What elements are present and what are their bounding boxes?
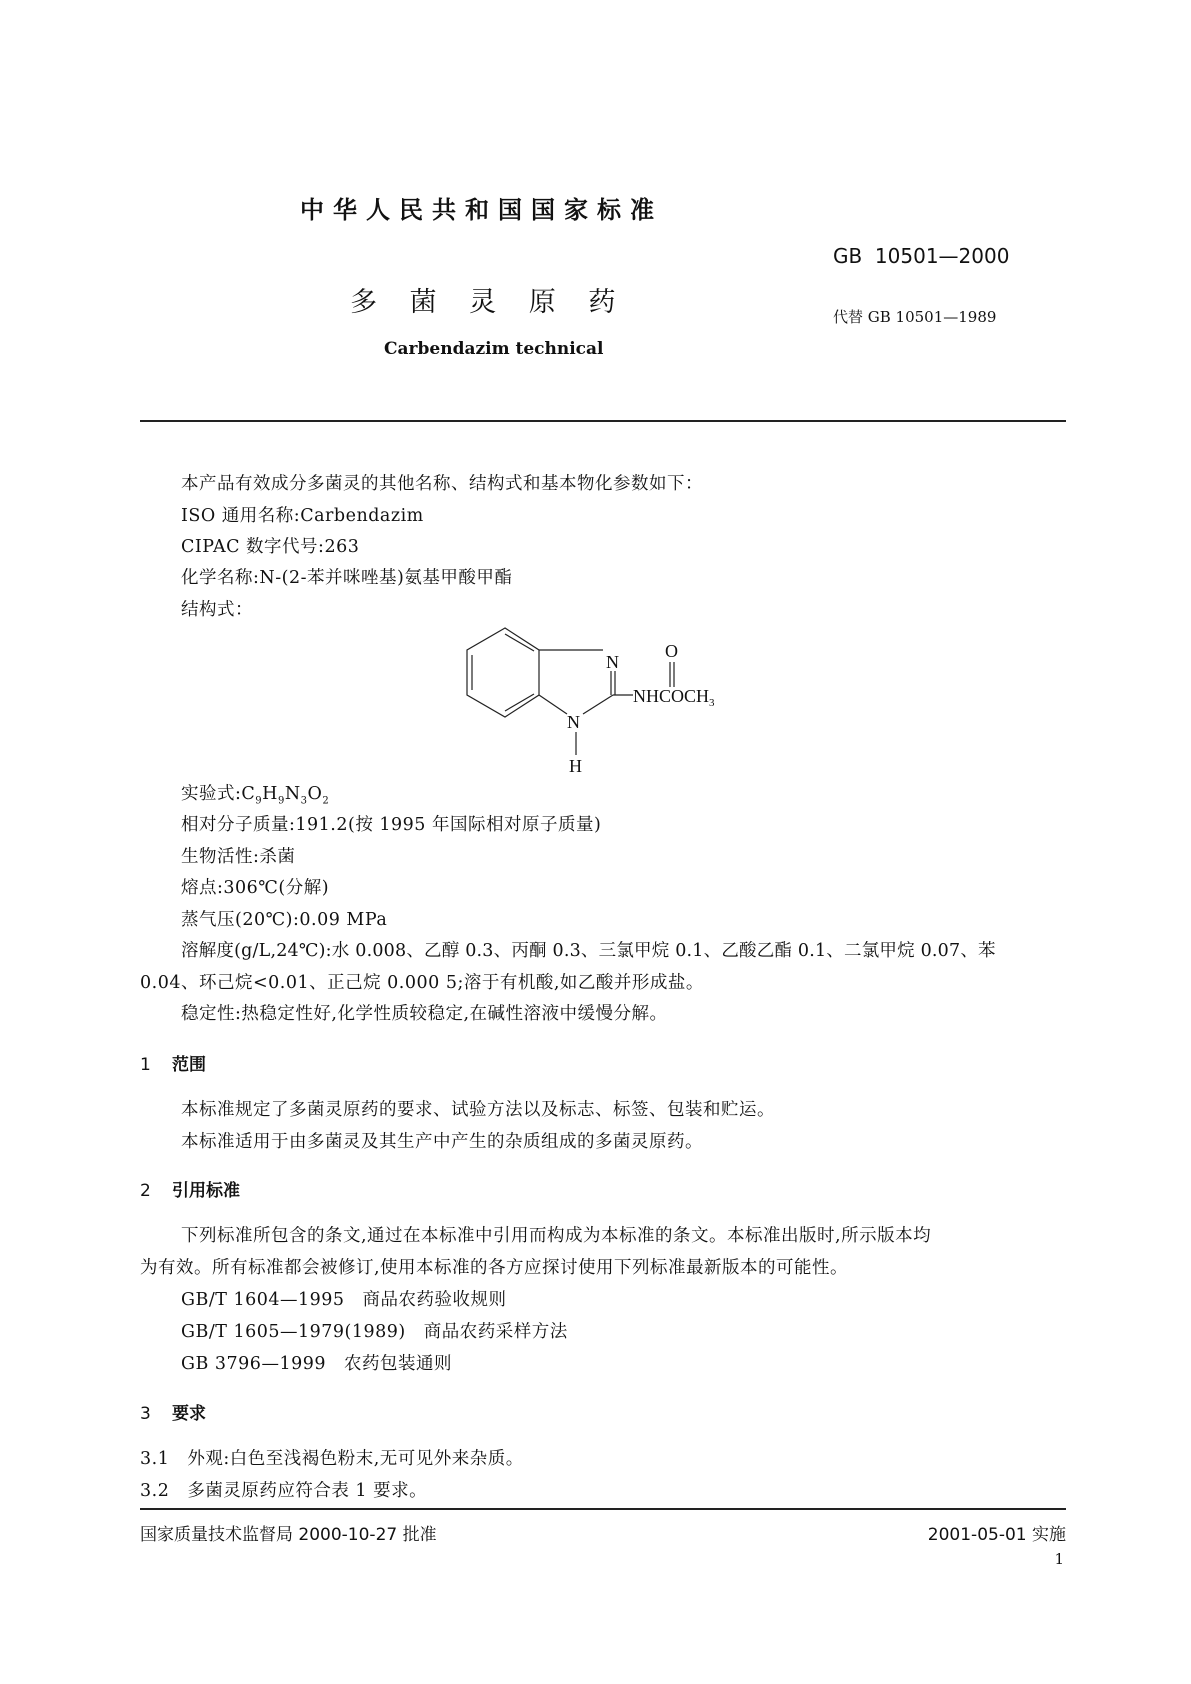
replaces-standard: 代替 GB 10501—1989 <box>833 308 997 326</box>
side-chain: $NHCOCH_3$ <box>633 686 715 709</box>
empirical-formula: 实验式$:C_9H_9N_3O_2$ <box>181 784 330 807</box>
vapor-pressure: 蒸气压(20℃):0.09 MPa <box>181 910 388 930</box>
section-1-para: 本标准规定了多菌灵原药的要求、试验方法以及标志、标签、包装和贮运。 <box>181 1100 775 1120</box>
intro-lead: 本产品有效成分多菌灵的其他名称、结构式和基本物化参数如下： <box>181 474 703 494</box>
solubility-line-2: 0.04、环己烷<0.01、正己烷 0.000 5;溶于有机酸,如乙酸并形成盐。 <box>140 973 704 993</box>
standard-number: GB 10501—2000 <box>833 244 1010 268</box>
section-2-para: 为有效。所有标准都会被修订,使用本标准的各方应探讨使用下列标准最新版本的可能性。 <box>140 1258 849 1278</box>
english-title: Carbendazim technical <box>384 339 604 359</box>
national-standard-heading: 中华人民共和国国家标准 <box>300 196 663 224</box>
page-number: 1 <box>1054 1550 1064 1568</box>
requirement-3-2: 3.2 多菌灵原药应符合表 1 要求。 <box>140 1481 428 1501</box>
approval-date: 国家质量技术监督局 2000-10-27 批准 <box>140 1525 437 1545</box>
chemical-name: 化学名称:N-(2-苯并咪唑基)氨基甲酸甲酯 <box>181 568 513 588</box>
referenced-standard: GB/T 1605—1979(1989) 商品农药采样方法 <box>181 1322 568 1342</box>
section-1-para: 本标准适用于由多菌灵及其生产中产生的杂质组成的多菌灵原药。 <box>181 1132 703 1152</box>
structure-label: 结构式： <box>181 600 253 620</box>
stability: 稳定性:热稳定性好,化学性质较稳定,在碱性溶液中缓慢分解。 <box>181 1004 668 1024</box>
referenced-standard: GB 3796—1999 农药包装通则 <box>181 1354 452 1374</box>
section-2-heading: 2 引用标准 <box>140 1181 240 1201</box>
atom-n-bottom: N <box>567 712 580 732</box>
solubility-line-1: 溶解度(g/L,24℃):水 0.008、乙醇 0.3、丙酮 0.3、三氯甲烷 0.1、乙酸乙酯 0.1、二氯甲烷 0.07、苯 <box>181 941 996 961</box>
bioactivity: 生物活性:杀菌 <box>181 847 296 867</box>
requirement-3-1: 3.1 外观:白色至浅褐色粉末,无可见外来杂质。 <box>140 1449 524 1469</box>
section-3-heading: 3 要求 <box>140 1404 206 1424</box>
atom-h: H <box>569 756 582 776</box>
atom-n-top: N <box>606 652 619 672</box>
footer-rule <box>140 1508 1066 1510</box>
document-title: 多 菌 灵 原 药 <box>350 287 628 318</box>
cipac-code: CIPAC 数字代号:263 <box>181 537 360 557</box>
melting-point: 熔点:306℃(分解) <box>181 878 330 898</box>
referenced-standard: GB/T 1604—1995 商品农药验收规则 <box>181 1290 507 1310</box>
iso-name: ISO 通用名称:Carbendazim <box>181 506 424 526</box>
header-rule <box>140 420 1066 422</box>
molecular-mass: 相对分子质量:191.2(按 1995 年国际相对原子质量) <box>181 815 602 835</box>
section-2-para: 下列标准所包含的条文,通过在本标准中引用而构成为本标准的条文。本标准出版时,所示版本均 <box>181 1226 932 1246</box>
section-1-heading: 1 范围 <box>140 1055 206 1075</box>
structural-formula <box>460 620 780 780</box>
atom-o: O <box>665 641 678 661</box>
effective-date: 2001-05-01 实施 <box>927 1525 1066 1545</box>
